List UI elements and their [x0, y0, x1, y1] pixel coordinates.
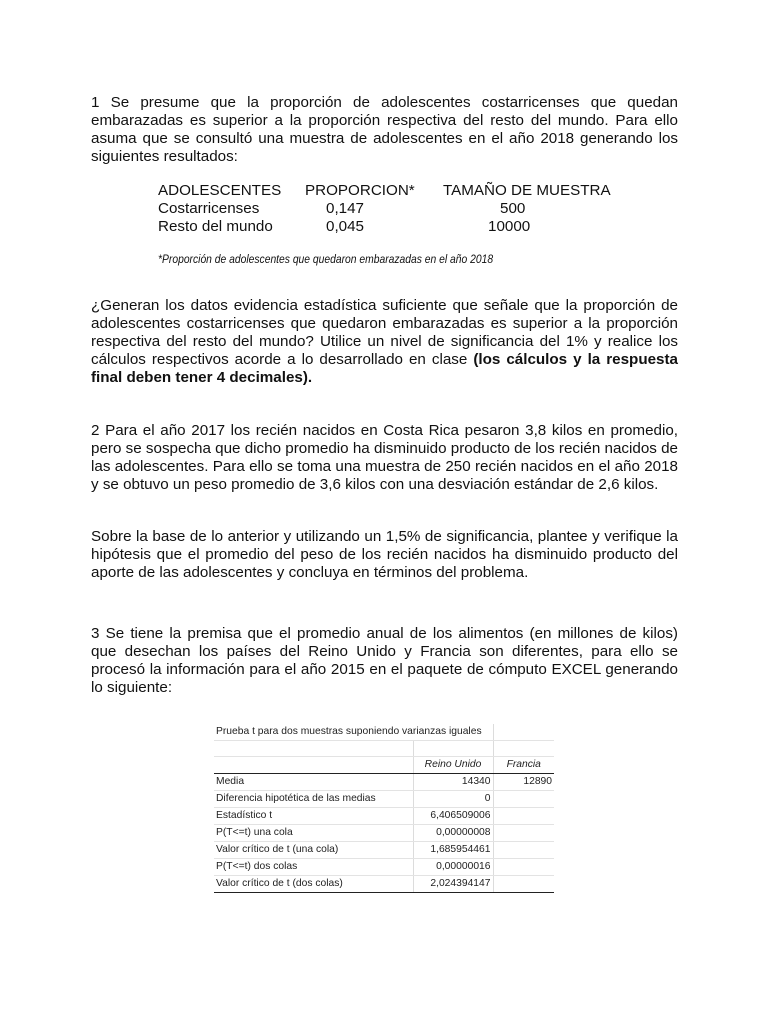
excel-value-francia: [493, 791, 554, 808]
q1-row-label: Resto del mundo: [158, 218, 273, 235]
excel-value-francia: [493, 808, 554, 825]
q1-row-proporcion: 0,147: [326, 200, 365, 217]
excel-row: [214, 842, 554, 859]
excel-row-label: Valor crítico de t (dos colas): [214, 876, 413, 893]
excel-value-francia: [493, 825, 554, 842]
excel-value-francia: [493, 876, 554, 893]
q1-row-tamano: 500: [500, 200, 526, 217]
q2-task-paragraph: Sobre la base de lo anterior y utilizando un 1,5% de significancia, plantee y verifique la hipótesis que el promedio del peso de los recién nacidos ha disminuido producto del aporte de las adolescentes y concluya en términos del problema.: [91, 528, 678, 581]
excel-row-label: P(T<=t) una cola: [214, 825, 413, 842]
q1-question-text: ¿Generan los datos evidencia estadística suficiente que señale que la proporción de adolescentes costarricenses que quedaron embarazadas es superior a la proporción respectiva del resto del mundo? Utilice un nivel de significancia del 1% y realice los cálculos respectivos acorde a lo desarrollado en clase: [91, 297, 678, 368]
excel-value-francia: [493, 842, 554, 859]
excel-row-label: Diferencia hipotética de las medias: [214, 791, 413, 808]
excel-row: [214, 791, 554, 808]
excel-value-reino-unido: 14340: [413, 774, 493, 791]
excel-header-row: [214, 757, 554, 774]
excel-row: [214, 859, 554, 876]
excel-value-reino-unido: 0,00000016: [413, 859, 493, 876]
q1-row-proporcion: 0,045: [326, 218, 365, 235]
excel-row: [214, 774, 554, 791]
excel-title: Prueba t para dos muestras suponiendo varianzas iguales: [214, 724, 493, 741]
q1-footnote: *Proporción de adolescentes que quedaron embarazadas en el año 2018: [158, 252, 494, 266]
q1-question-paragraph: [91, 297, 678, 387]
q2-intro-paragraph: 2 Para el año 2017 los recién nacidos en Costa Rica pesaron 3,8 kilos en promedio, pero se sospecha que dicho promedio ha disminuido producto de los recién nacidos de las adolescentes. Para ello se toma una muestra de 250 recién nacidos en el año 2018 y se obtuvo un peso promedio de 3,6 kilos con una desviación estándar de 2,6 kilos.: [91, 422, 678, 493]
excel-row: [214, 825, 554, 842]
excel-cell: [214, 741, 413, 757]
excel-value-francia: 12890: [493, 774, 554, 791]
q1-row-label: Costarricenses: [158, 200, 260, 217]
excel-row-label: Media: [214, 774, 413, 791]
excel-cell: [214, 757, 413, 774]
excel-value-reino-unido: 0: [413, 791, 493, 808]
q1-header-tamano: TAMAÑO DE MUESTRA: [443, 182, 611, 199]
excel-blank-row: [214, 741, 554, 757]
excel-cell: [493, 741, 554, 757]
excel-row: [214, 808, 554, 825]
excel-header-francia: Francia: [493, 757, 554, 774]
q1-question-bold: (los cálculos y la respuesta final deben tener 4 decimales).: [91, 351, 679, 386]
excel-value-reino-unido: 6,406509006: [413, 808, 493, 825]
excel-value-reino-unido: 1,685954461: [413, 842, 493, 859]
q3-intro-paragraph: 3 Se tiene la premisa que el promedio anual de los alimentos (en millones de kilos) que desechan los países del Reino Unido y Francia son diferentes, para ello se procesó la información para el año 2015 en el paquete de cómputo EXCEL generando lo siguiente:: [91, 625, 678, 696]
excel-cell: [413, 741, 493, 757]
excel-value-reino-unido: 0,00000008: [413, 825, 493, 842]
excel-row-label: Estadístico t: [214, 808, 413, 825]
excel-row-label: Valor crítico de t (una cola): [214, 842, 413, 859]
excel-row-label: P(T<=t) dos colas: [214, 859, 413, 876]
q1-intro-paragraph: 1 Se presume que la proporción de adolescentes costarricenses que quedan embarazadas es superior a la proporción respectiva del resto del mundo. Para ello asuma que se consultó una muestra de adolescentes en el año 2018 generando los siguientes resultados:: [91, 94, 678, 165]
excel-value-francia: [493, 859, 554, 876]
excel-cell: [493, 724, 554, 741]
excel-value-reino-unido: 2,024394147: [413, 876, 493, 893]
q1-header-proporcion: PROPORCION*: [305, 182, 415, 199]
excel-row: [214, 876, 554, 893]
q1-header-adolescentes: ADOLESCENTES: [158, 182, 282, 199]
excel-title-row: [214, 724, 554, 741]
excel-ttest-table: [214, 724, 554, 893]
excel-header-reino-unido: Reino Unido: [413, 757, 493, 774]
q1-row-tamano: 10000: [488, 218, 531, 235]
